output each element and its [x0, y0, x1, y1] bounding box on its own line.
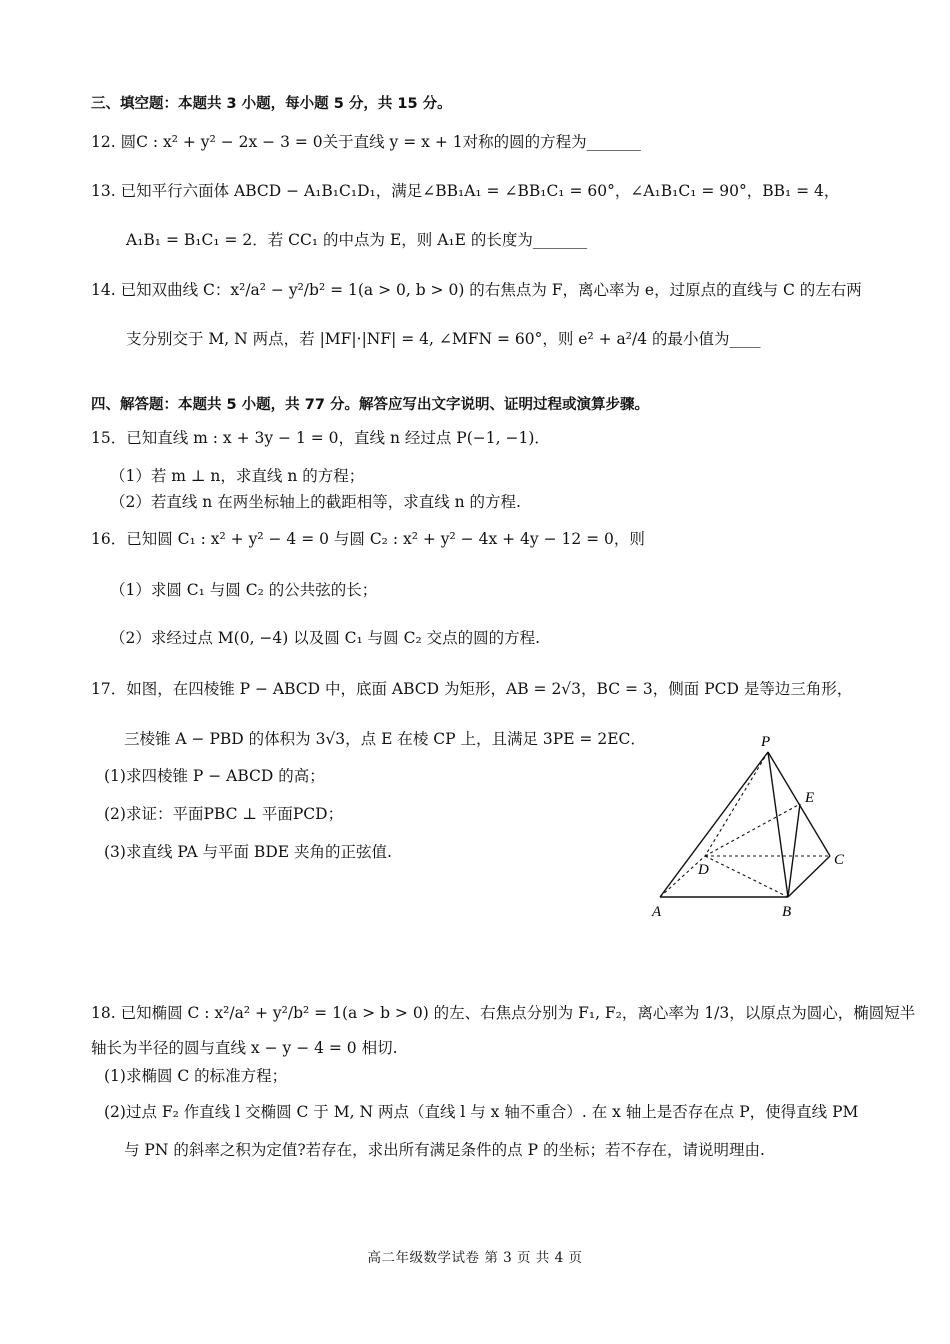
- question-15-part-2: （2）若直线 n 在两坐标轴上的截距相等，求直线 n 的方程.: [110, 493, 521, 511]
- question-16-part-2: （2）求经过点 M(0, −4) 以及圆 C₁ 与圆 C₂ 交点的圆的方程.: [110, 629, 541, 647]
- edge-bc: [788, 856, 830, 897]
- question-17-part-3: (3)求直线 PA 与平面 BDE 夹角的正弦值.: [104, 843, 392, 861]
- question-18-line-1: 18. 已知椭圆 C : x²/a² + y²/b² = 1(a > b > 0) 的左、右焦点分别为 F₁, F₂，离心率为 1/3，以原点为圆心，椭圆短半: [91, 1004, 916, 1022]
- question-17-part-2: (2)求证：平面PBC ⊥ 平面PCD；: [104, 805, 344, 823]
- label-a: A: [652, 904, 662, 920]
- label-d: D: [698, 862, 709, 878]
- edge-pc: [768, 752, 830, 856]
- label-b: B: [782, 904, 792, 920]
- pyramid-figure: [648, 726, 858, 926]
- question-13-line-1: 13. 已知平行六面体 ABCD − A₁B₁C₁D₁，满足∠BB₁A₁ = ∠BB₁C₁ = 60°，∠A₁B₁C₁ = 90°，BB₁ = 4，: [91, 182, 840, 200]
- section-4-heading: 四、解答题：本题共 5 小题，共 77 分。解答应写出文字说明、证明过程或演算步骤。: [91, 397, 649, 413]
- question-17-stem-2: 三棱锥 A − PBD 的体积为 3√3，点 E 在棱 CP 上，且满足 3PE = 2EC．: [124, 730, 646, 748]
- question-13-line-2: A₁B₁ = B₁C₁ = 2．若 CC₁ 的中点为 E，则 A₁E 的长度为_______: [126, 231, 588, 249]
- section-3-heading: 三、填空题：本题共 3 小题，每小题 5 分，共 15 分。: [91, 96, 452, 112]
- label-p: P: [761, 734, 771, 750]
- label-c: C: [834, 852, 845, 868]
- edge-pb: [768, 752, 788, 897]
- edge-be: [788, 804, 800, 897]
- page-footer: 高二年级数学试卷 第 3 页 共 4 页: [367, 1250, 583, 1266]
- question-18-part-2a: (2)过点 F₂ 作直线 l 交椭圆 C 于 M, N 两点（直线 l 与 x 轴不重合）. 在 x 轴上是否存在点 P，使得直线 PM: [104, 1103, 859, 1121]
- question-14-line-1: 14. 已知双曲线 C：x²/a² − y²/b² = 1(a > 0, b > 0) 的右焦点为 F，离心率为 e，过原点的直线与 C 的左右两: [91, 281, 862, 299]
- edge-de: [705, 804, 800, 856]
- question-15-part-1: （1）若 m ⊥ n，求直线 n 的方程；: [110, 467, 365, 485]
- question-16-stem: 16．已知圆 C₁ : x² + y² − 4 = 0 与圆 C₂ : x² + y² − 4x + 4y − 12 = 0，则: [91, 530, 645, 548]
- question-18-line-2: 轴长为半径的圆与直线 x − y − 4 = 0 相切.: [91, 1039, 398, 1057]
- label-e: E: [805, 790, 815, 806]
- question-14-line-2: 支分别交于 M, N 两点，若 |MF|·|NF| = 4, ∠MFN = 60°，则 e² + a²/4 的最小值为____: [126, 330, 761, 348]
- edge-pa: [660, 752, 768, 897]
- question-17-part-1: (1)求四棱锥 P − ABCD 的高；: [104, 767, 325, 785]
- edge-db: [705, 856, 788, 897]
- question-18-part-1: (1)求椭圆 C 的标准方程；: [104, 1067, 288, 1085]
- edge-pd: [705, 752, 768, 856]
- question-17-stem-1: 17．如图，在四棱锥 P − ABCD 中，底面 ABCD 为矩形，AB = 2√3，BC = 3，侧面 PCD 是等边三角形，: [91, 680, 853, 698]
- question-16-part-1: （1）求圆 C₁ 与圆 C₂ 的公共弦的长；: [110, 581, 378, 599]
- question-15-stem: 15．已知直线 m : x + 3y − 1 = 0，直线 n 经过点 P(−1, −1)．: [91, 429, 550, 447]
- question-18-part-2b: 与 PN 的斜率之积为定值?若存在，求出所有满足条件的点 P 的坐标；若不存在，请说明理由.: [124, 1141, 765, 1159]
- question-12: 12. 圆C : x² + y² − 2x − 3 = 0关于直线 y = x + 1对称的圆的方程为_______: [91, 133, 641, 151]
